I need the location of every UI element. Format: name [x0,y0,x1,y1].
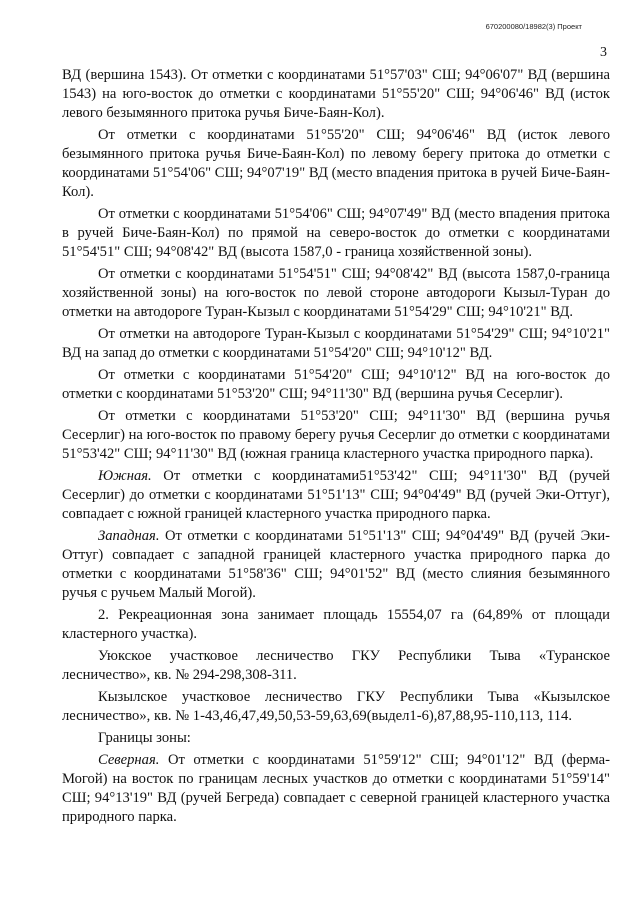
page-number: 3 [600,45,607,60]
paragraph [62,265,610,322]
paragraph-lead: Южная. [98,468,152,484]
paragraph-text: Кызылское участковое лесничество ГКУ Республики Тыва «Кызылское лесничество», кв. № 1-43,46,47,49,50,53-59,63,69(выдел1-6),87,88,95-110,113, 114. [62,689,610,724]
paragraph-text: От отметки с координатами 51°54'06" СШ; 94°07'49" ВД (место впадения притока в ручей Биче-Баян-Кол) по прямой на северо-восток до отметки с координатами 51°54'51" СШ; 94°08'42" ВД (высота 1587,0 - граница хозяйственной зоны). [62,206,610,260]
document-stamp: 670200080/18982(3) Проект [485,22,582,31]
paragraph-text: ВД (вершина 1543). От отметки с координатами 51°57'03" СШ; 94°06'07" ВД (вершина 1543) на юго-восток до отметки с координатами 51°55'20" СШ; 94°06'46" ВД (исток левого безымянного притока ручья Биче-Баян-Кол). [62,67,610,121]
paragraph-recreation-zone [62,606,610,644]
paragraph-north-boundary [62,751,610,827]
paragraph-text: 2. Рекреационная зона занимает площадь 15554,07 га (64,89% от площади кластерного участка). [62,607,610,642]
paragraph-text: От отметки на автодороге Туран-Кызыл с координатами 51°54'29" СШ; 94°10'21" ВД на запад до отметки с координатами 51°54'20" СШ; 94°10'12" ВД. [62,326,610,361]
paragraph-text: Уюкское участковое лесничество ГКУ Республики Тыва «Туранское лесничество», кв. № 294-298,308-311. [62,648,610,683]
document-body [62,66,610,830]
paragraph-text: От отметки с координатами 51°51'13" СШ; 94°04'49" ВД (ручей Эки-Оттуг) совпадает с западной границей кластерного участка природного парка до отметки с координатами 51°58'36" СШ; 94°01'52" ВД (место слияния безымянного ручья с ручьем Малый Могой). [62,528,610,601]
paragraph-lead: Северная. [98,752,160,768]
paragraph-text: От отметки с координатами 51°59'12" СШ; 94°01'12" ВД (ферма-Могой) на восток по границам лесных участков до отметки с координатами 51°59'14" СШ; 94°13'19" ВД (ручей Бегреда) совпадает с северной границей кластерного участка природного парка. [62,752,610,825]
paragraph [62,366,610,404]
paragraph-lead: Западная. [98,528,160,544]
paragraph-text: От отметки с координатами 51°54'20" СШ; 94°10'12" ВД на юго-восток до отметки с координатами 51°53'20" СШ; 94°11'30" ВД (вершина ручья Сесерлиг). [62,367,610,402]
paragraph [62,66,610,123]
paragraph [62,205,610,262]
paragraph [62,688,610,726]
paragraph-text: От отметки с координатами 51°55'20" СШ; 94°06'46" ВД (исток левого безымянного притока ручья Биче-Баян-Кол) по левому берегу притока до отметки с координатами 51°54'06" СШ; 94°07'19" ВД (место впадения притока в ручей Биче-Баян-Кол). [62,127,610,200]
paragraph-text: От отметки с координатами 51°54'51" СШ; 94°08'42" ВД (высота 1587,0-граница хозяйственной зоны) на юго-восток по левой стороне автодороги Кызыл-Туран до отметки на автодороге Туран-Кызыл с координатами 51°54'29" СШ; 94°10'21" ВД. [62,266,610,320]
paragraph-south-boundary [62,467,610,524]
paragraph-text: От отметки с координатами51°53'42" СШ; 94°11'30" ВД (ручей Сесерлиг) до отметки с координатами 51°51'13" СШ; 94°04'49" ВД (ручей Эки-Оттуг), совпадает с южной границей кластерного участка природного парка. [62,468,610,522]
paragraph [62,647,610,685]
paragraph-text: От отметки с координатами 51°53'20" СШ; 94°11'30" ВД (вершина ручья Сесерлиг) на юго-восток по правому берегу ручья Сесерлиг до отметки с координатами 51°53'42" СШ; 94°11'30" ВД (южная граница кластерного участка природного парка). [62,408,610,462]
paragraph [62,126,610,202]
paragraph-zone-boundaries-heading [62,729,610,748]
paragraph-west-boundary [62,527,610,603]
paragraph [62,325,610,363]
paragraph [62,407,610,464]
paragraph-text: Границы зоны: [98,730,191,746]
